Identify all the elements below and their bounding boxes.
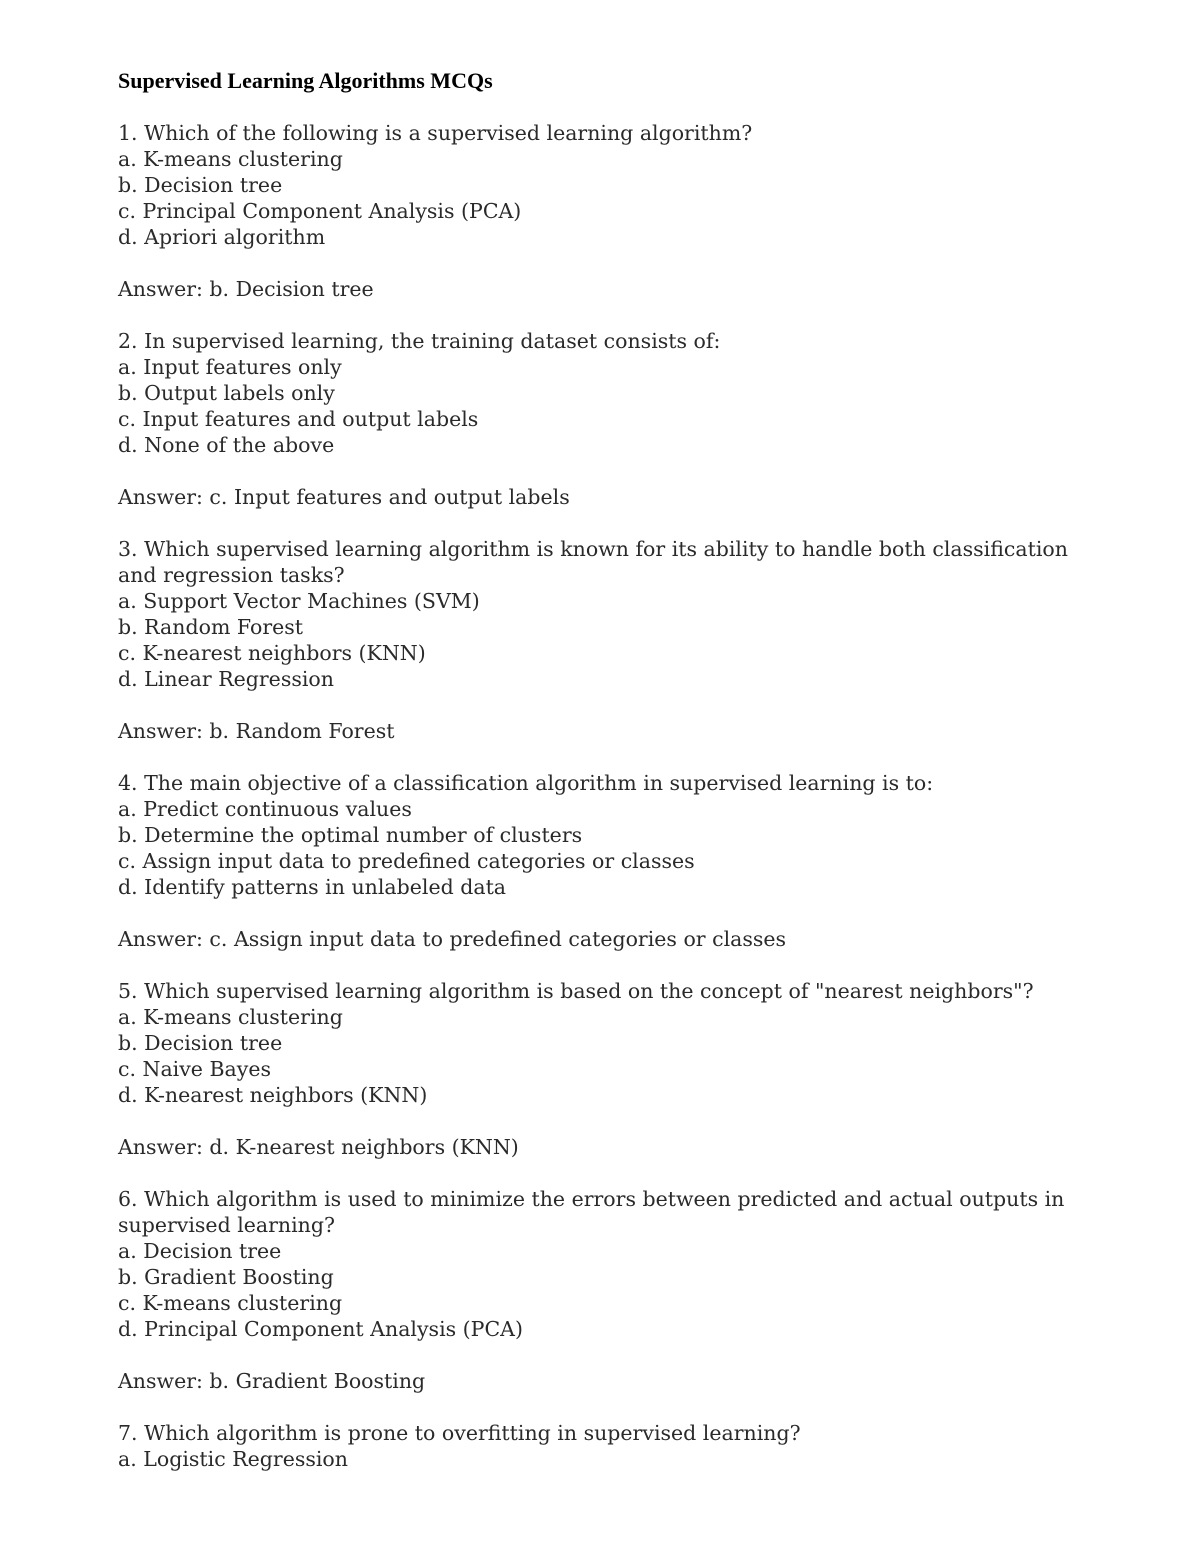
option-a: a. Predict continuous values xyxy=(118,797,412,821)
question-block xyxy=(118,770,1118,978)
option-b: b. Decision tree xyxy=(118,173,283,197)
question-text: 5. Which supervised learning algorithm is based on the concept of "nearest neighbors"? xyxy=(118,979,1034,1003)
option-c: c. Principal Component Analysis (PCA) xyxy=(118,199,522,223)
question-block xyxy=(118,328,1118,536)
question-block xyxy=(118,978,1118,1186)
option-d: d. K-nearest neighbors (KNN) xyxy=(118,1083,428,1107)
answer-line: Answer: c. Input features and output labels xyxy=(118,485,570,509)
option-b: b. Output labels only xyxy=(118,381,335,405)
option-c: c. Assign input data to predefined categories or classes xyxy=(118,849,695,873)
document-page xyxy=(118,64,1118,1472)
question-text: 3. Which supervised learning algorithm is known for its ability to handle both classification and regression tasks? xyxy=(118,537,1068,587)
option-b: b. Gradient Boosting xyxy=(118,1265,334,1289)
option-c: c. K-nearest neighbors (KNN) xyxy=(118,641,426,665)
option-a: a. Input features only xyxy=(118,355,342,379)
question-text: 6. Which algorithm is used to minimize the errors between predicted and actual outputs in supervised learning? xyxy=(118,1187,1065,1237)
answer-line: Answer: b. Decision tree xyxy=(118,277,374,301)
question-block xyxy=(118,1420,1118,1472)
option-a: a. K-means clustering xyxy=(118,147,343,171)
option-a: a. Support Vector Machines (SVM) xyxy=(118,589,480,613)
option-b: b. Determine the optimal number of clusters xyxy=(118,823,583,847)
question-text: 2. In supervised learning, the training dataset consists of: xyxy=(118,329,721,353)
question-block xyxy=(118,536,1118,770)
option-c: c. Input features and output labels xyxy=(118,407,479,431)
option-b: b. Random Forest xyxy=(118,615,304,639)
question-block xyxy=(118,120,1118,328)
answer-line: Answer: b. Random Forest xyxy=(118,719,395,743)
answer-line: Answer: d. K-nearest neighbors (KNN) xyxy=(118,1135,519,1159)
question-text: 4. The main objective of a classification algorithm in supervised learning is to: xyxy=(118,771,934,795)
option-d: d. Apriori algorithm xyxy=(118,225,326,249)
option-d: d. Principal Component Analysis (PCA) xyxy=(118,1317,523,1341)
option-d: d. Identify patterns in unlabeled data xyxy=(118,875,507,899)
question-text: 1. Which of the following is a supervised learning algorithm? xyxy=(118,121,753,145)
option-d: d. None of the above xyxy=(118,433,335,457)
document-title: Supervised Learning Algorithms MCQs xyxy=(118,68,493,93)
answer-line: Answer: b. Gradient Boosting xyxy=(118,1369,426,1393)
question-text: 7. Which algorithm is prone to overfitting in supervised learning? xyxy=(118,1421,801,1445)
answer-line: Answer: c. Assign input data to predefined categories or classes xyxy=(118,927,787,951)
option-b: b. Decision tree xyxy=(118,1031,283,1055)
option-c: c. K-means clustering xyxy=(118,1291,343,1315)
option-d: d. Linear Regression xyxy=(118,667,334,691)
option-a: a. Logistic Regression xyxy=(118,1447,348,1471)
option-a: a. Decision tree xyxy=(118,1239,282,1263)
question-block xyxy=(118,1186,1118,1420)
option-c: c. Naive Bayes xyxy=(118,1057,271,1081)
option-a: a. K-means clustering xyxy=(118,1005,343,1029)
